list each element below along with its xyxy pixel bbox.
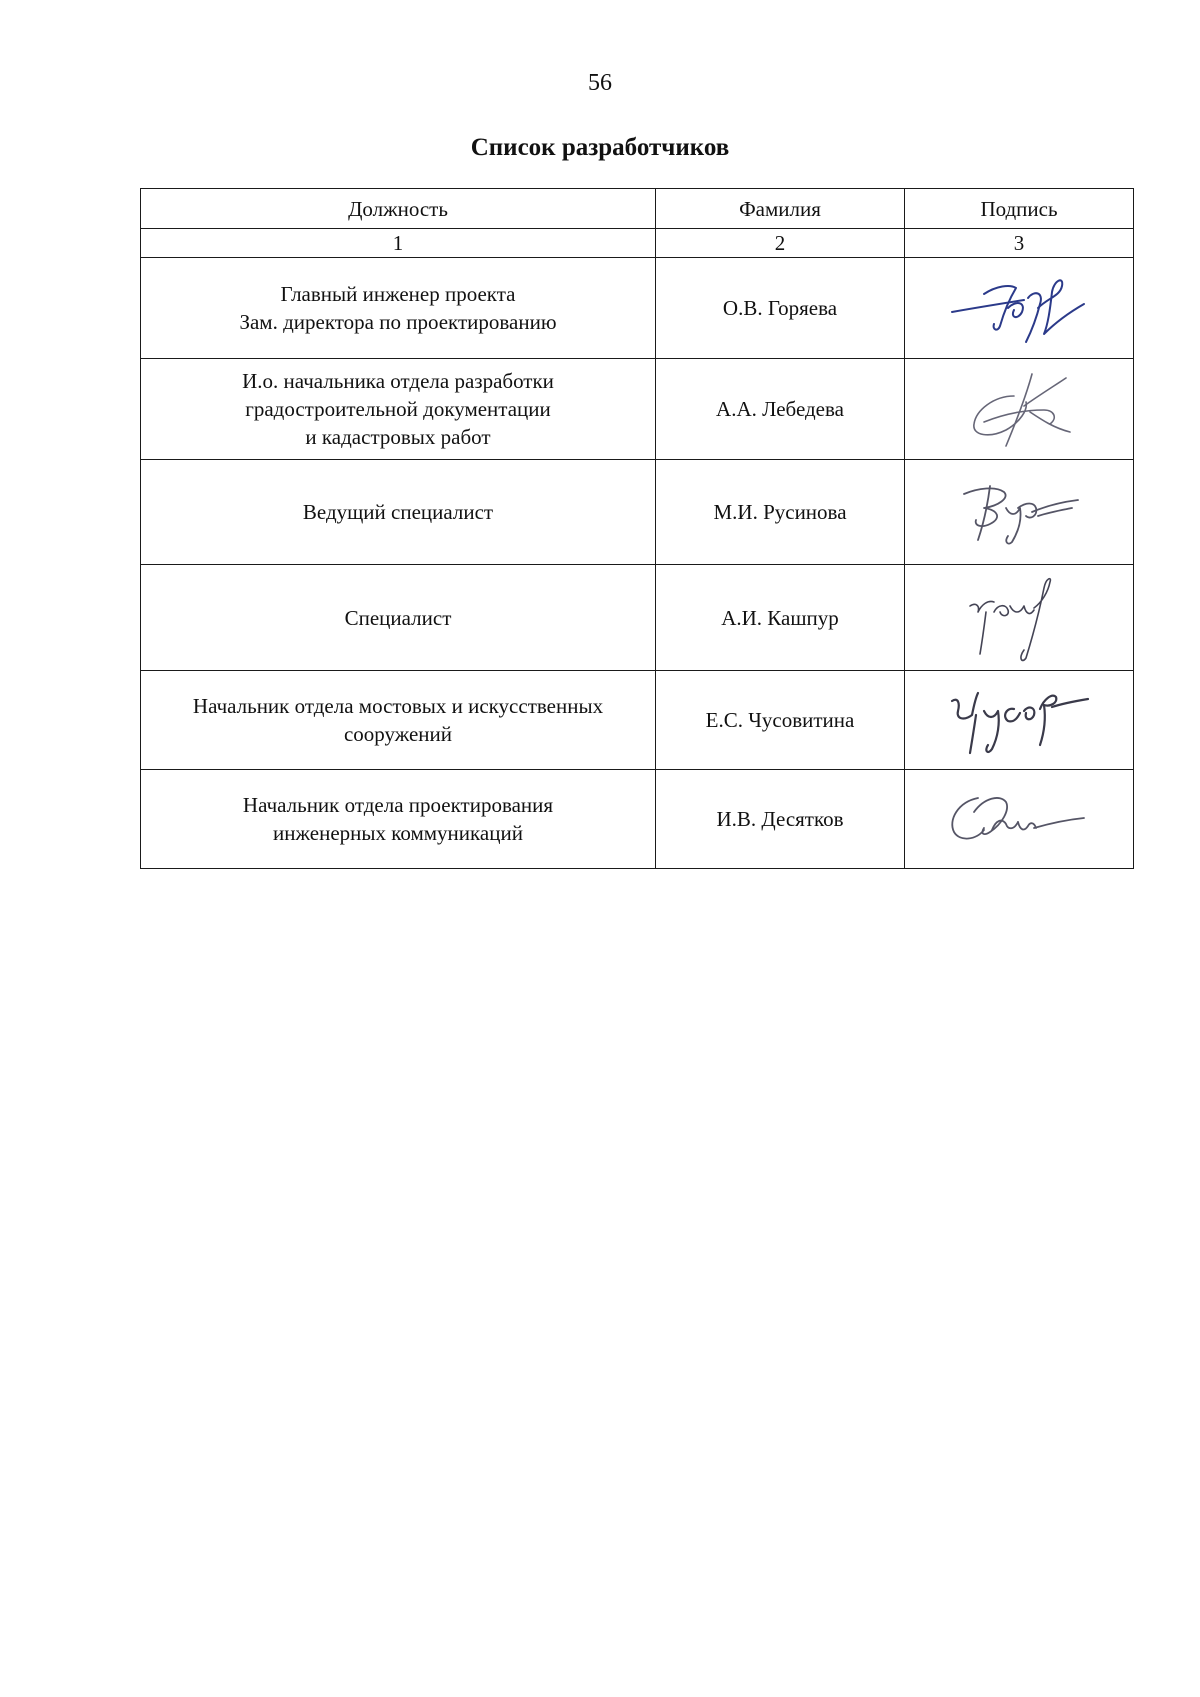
signature-cell (905, 671, 1134, 770)
column-number: 1 (141, 229, 656, 258)
position-line: инженерных коммуникаций (273, 821, 523, 845)
signature-cell (905, 359, 1134, 460)
handwritten-signature (944, 679, 1094, 761)
page-title: Список разработчиков (470, 134, 730, 161)
position-cell (141, 770, 656, 869)
name-cell: А.А. Лебедева (656, 359, 905, 460)
page-number: 56 (588, 70, 612, 96)
table-row (141, 258, 1134, 359)
table-row (141, 565, 1134, 671)
handwritten-signature (964, 572, 1074, 664)
handwritten-signature (944, 784, 1094, 854)
name-cell: О.В. Горяева (656, 258, 905, 359)
position-line: И.о. начальника отдела разработки (242, 369, 554, 393)
position-line: Начальник отдела проектирования (242, 793, 554, 817)
position-line: Ведущий специалист (302, 500, 494, 524)
column-number: 3 (905, 229, 1134, 258)
name-cell: М.И. Русинова (656, 460, 905, 565)
name-cell: Е.С. Чусовитина (656, 671, 905, 770)
table-row (141, 770, 1134, 869)
table-row (141, 460, 1134, 565)
handwritten-signature (954, 472, 1084, 552)
column-number-row (141, 229, 1134, 258)
position-line: Зам. директора по проектированию (239, 310, 557, 334)
position-cell (141, 671, 656, 770)
position-cell (141, 359, 656, 460)
position-line: градостроительной документации (245, 397, 551, 421)
developers-table (140, 188, 1134, 869)
table-row (141, 671, 1134, 770)
header-position: Должность (141, 189, 656, 229)
table-header-row (141, 189, 1134, 229)
signature-cell (905, 460, 1134, 565)
header-name: Фамилия (656, 189, 905, 229)
name-cell: И.В. Десятков (656, 770, 905, 869)
header-signature: Подпись (905, 189, 1134, 229)
position-line: Начальник отдела мостовых и искусственных (192, 694, 604, 718)
position-cell (141, 460, 656, 565)
position-cell (141, 565, 656, 671)
handwritten-signature (954, 366, 1084, 452)
handwritten-signature (944, 268, 1094, 348)
position-line: Главный инженер проекта (280, 282, 516, 306)
table-row (141, 359, 1134, 460)
name-cell: А.И. Кашпур (656, 565, 905, 671)
signature-cell (905, 770, 1134, 869)
column-number: 2 (656, 229, 905, 258)
signature-cell (905, 258, 1134, 359)
position-line: Специалист (344, 605, 452, 630)
position-cell (141, 258, 656, 359)
signature-cell (905, 565, 1134, 671)
position-line: и кадастровых работ (305, 425, 491, 449)
position-line: сооружений (343, 722, 453, 746)
